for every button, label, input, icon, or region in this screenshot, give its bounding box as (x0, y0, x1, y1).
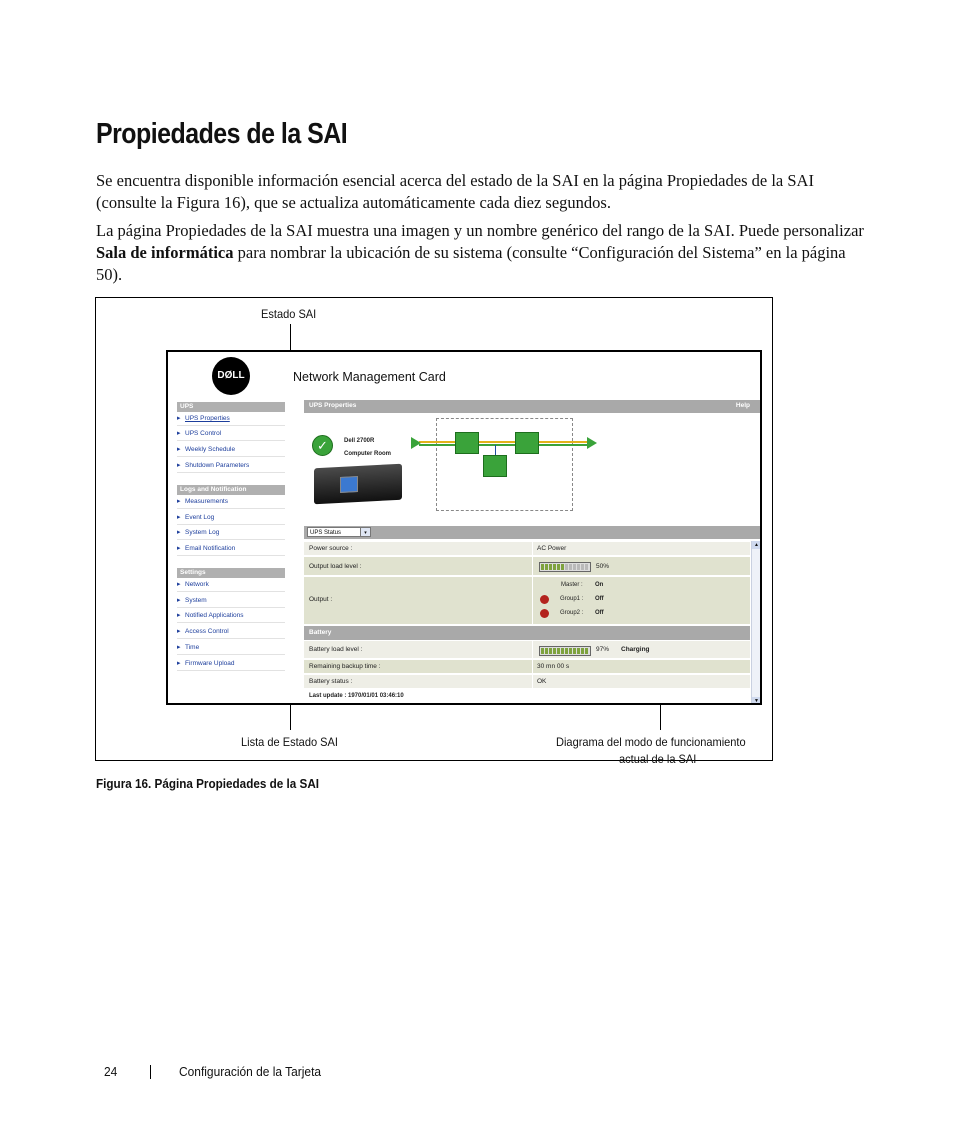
help-link[interactable]: Help (735, 402, 750, 409)
group2-status-icon (540, 609, 549, 618)
meter-segment (573, 564, 576, 570)
scroll-down-icon[interactable]: ▼ (752, 697, 761, 705)
meter-segment (585, 648, 588, 654)
battery-icon (483, 455, 507, 477)
sidebar-item-notified-applications[interactable]: ▸ Notified Applications (177, 608, 285, 623)
input-arrow-icon (411, 437, 421, 449)
description-paragraph (96, 220, 866, 286)
meter-segment (561, 564, 564, 570)
inverter-icon (515, 432, 539, 454)
row-label: Output : (309, 596, 333, 603)
meter-segment (581, 564, 584, 570)
sidebar-item-weekly-schedule[interactable]: ▸ Weekly Schedule (177, 442, 285, 457)
status-ok-icon: ✓ (312, 435, 333, 456)
ups-model: Dell 2700R (344, 438, 375, 444)
callout-diagrama-line2: actual de la SAI (619, 752, 697, 766)
sidebar-heading-settings: Settings (177, 568, 285, 578)
meter-segment (577, 564, 580, 570)
group2-value: Off (595, 610, 604, 616)
meter-segment (569, 564, 572, 570)
battery-link-line (495, 445, 496, 455)
row-value: 50% (596, 563, 610, 570)
meter-segment (545, 564, 548, 570)
row-battery-load (304, 641, 750, 659)
row-value: AC Power (537, 545, 567, 552)
row-output (304, 577, 750, 625)
scrollbar[interactable] (751, 541, 761, 705)
row-value: OK (537, 678, 547, 685)
meter-segment (565, 648, 568, 654)
para-text-pre: La página Propiedades de la SAI muestra una imagen y un nombre genérico del rango de la SAI. Puede personalizar (96, 221, 864, 240)
rectifier-icon (455, 432, 479, 454)
ups-properties-title: UPS Properties (309, 402, 357, 409)
row-label: Remaining backup time : (309, 663, 381, 670)
row-label: Battery load level : (309, 646, 363, 653)
group1-status-icon (540, 595, 549, 604)
meter-segment (549, 648, 552, 654)
row-label: Power source : (309, 545, 353, 552)
group2-label: Group2 : (560, 610, 584, 616)
callout-estado-sai: Estado SAI (261, 307, 317, 321)
para-text-post: para nombrar la ubicación de su sistema (consulte “Configuración del Sistema” en la página 50). (96, 243, 846, 284)
meter-segment (573, 648, 576, 654)
meter-segment (545, 648, 548, 654)
ups-properties-bar (304, 400, 760, 413)
para-bold-term: Sala de informática (96, 243, 234, 262)
meter-segment (553, 564, 556, 570)
meter-segment (565, 564, 568, 570)
meter-segment (585, 564, 588, 570)
meter-segment (557, 648, 560, 654)
status-list-select[interactable] (307, 527, 371, 537)
intro-paragraph: Se encuentra disponible información esencial acerca del estado de la SAI en la página Propiedades de la SAI (consulte la Figura 16), que se actualiza automáticamente cada diez segundos. (96, 171, 814, 212)
group1-label: Group1 : (560, 596, 584, 602)
output-load-meter (539, 562, 591, 572)
main-power-line (419, 444, 589, 446)
nmc-screenshot (166, 350, 762, 705)
master-label: Master : (561, 582, 583, 588)
row-label: Battery status : (309, 678, 353, 685)
sidebar-item-network[interactable]: ▸ Network (177, 577, 285, 592)
row-battery-status (304, 675, 750, 689)
footer-section-title: Configuración de la Tarjeta (179, 1064, 322, 1079)
output-arrow-icon (587, 437, 597, 449)
callout-diagrama-line1: Diagrama del modo de funcionamiento (556, 735, 746, 749)
row-output-load (304, 557, 750, 576)
meter-segment (557, 564, 560, 570)
meter-segment (549, 564, 552, 570)
sidebar-item-time[interactable]: ▸ Time (177, 640, 285, 655)
dell-logo: DØLL (212, 357, 250, 395)
sidebar-heading-logs: Logs and Notification (177, 485, 285, 495)
chevron-down-icon: ▾ (360, 528, 370, 536)
row-power-source (304, 542, 750, 556)
bypass-line (419, 441, 589, 443)
row-label: Output load level : (309, 563, 362, 570)
sidebar-item-ups-properties[interactable]: ▸ UPS Properties (177, 411, 285, 426)
sidebar-item-shutdown-parameters[interactable]: ▸ Shutdown Parameters (177, 458, 285, 473)
group1-value: Off (595, 596, 604, 602)
sidebar-item-access-control[interactable]: ▸ Access Control (177, 624, 285, 639)
meter-segment (541, 564, 544, 570)
ups-location: Computer Room (344, 451, 391, 457)
meter-segment (541, 648, 544, 654)
sidebar-item-ups-control[interactable]: ▸ UPS Control (177, 426, 285, 441)
page-number: 24 (104, 1064, 118, 1079)
meter-segment (553, 648, 556, 654)
footer-divider (150, 1065, 151, 1079)
battery-load-meter (539, 646, 591, 656)
status-select-bar (304, 526, 760, 539)
callout-lista-estado: Lista de Estado SAI (241, 735, 338, 749)
sidebar-item-email-notification[interactable]: ▸ Email Notification (177, 541, 285, 556)
operating-mode-diagram (436, 418, 573, 511)
last-update: Last update : 1970/01/01 03:46:10 (309, 693, 404, 699)
status-select-value: UPS Status (310, 530, 342, 536)
sidebar-item-event-log[interactable]: ▸ Event Log (177, 510, 285, 525)
meter-segment (569, 648, 572, 654)
figure-caption: Figura 16. Página Propiedades de la SAI (96, 776, 320, 791)
sidebar-item-system-log[interactable]: ▸ System Log (177, 525, 285, 540)
row-remaining-time (304, 660, 750, 674)
ups-display-icon (340, 476, 358, 493)
sidebar-heading-ups: UPS (177, 402, 285, 412)
battery-state: Charging (621, 646, 650, 653)
section-heading: Propiedades de la SAI (96, 118, 348, 150)
sidebar-item-measurements[interactable]: ▸ Measurements (177, 494, 285, 509)
nmc-title: Network Management Card (293, 370, 446, 384)
scroll-up-icon[interactable]: ▲ (752, 541, 761, 549)
meter-segment (577, 648, 580, 654)
row-value: 30 mn 00 s (537, 663, 570, 670)
sidebar-item-system[interactable]: ▸ System (177, 593, 285, 608)
meter-segment (581, 648, 584, 654)
master-value: On (595, 582, 604, 588)
row-value: 97% (596, 646, 610, 653)
battery-section-bar: Battery (304, 626, 750, 640)
ups-device-image (314, 464, 402, 505)
sidebar-item-firmware-upload[interactable]: ▸ Firmware Upload (177, 656, 285, 671)
meter-segment (561, 648, 564, 654)
